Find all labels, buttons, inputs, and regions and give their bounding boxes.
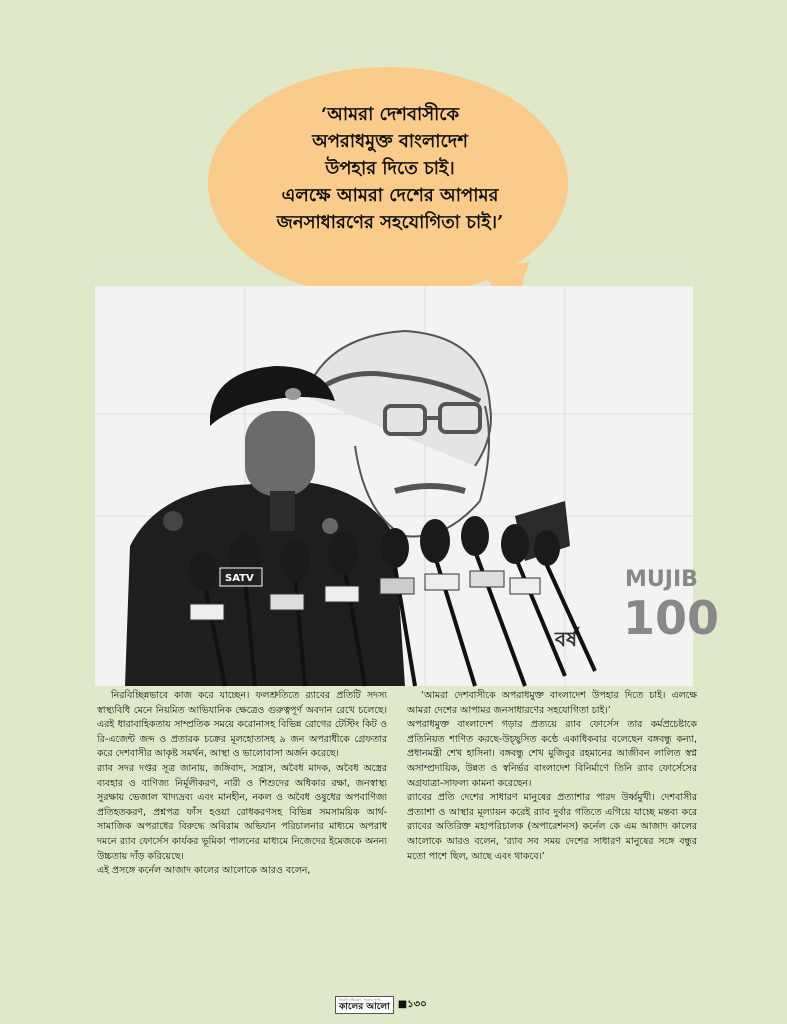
bubble-line: এলক্ষে আমরা দেশের আপামর — [281, 185, 499, 206]
paragraph: এই প্রসঙ্গে কর্নেল আজাদ কালের আলোকে আরও বলেন, — [97, 865, 311, 877]
bubble-line: অপরাধমুক্ত বাংলাদেশ — [312, 131, 468, 152]
backdrop-bangla: বর্ষ — [555, 627, 578, 651]
bubble-line: উপহার দিতে চাই। — [325, 158, 455, 179]
article-column-right — [407, 689, 697, 947]
page-number: ■১৩০ — [397, 998, 427, 1010]
page-footer — [335, 996, 455, 1014]
bubble-line: জনসাধারণের সহযোগিতা চাই।’ — [276, 212, 504, 233]
masthead-tagline: নির্মোহ দৃষ্টিকোণ, সত্যের পক্ষে — [339, 998, 381, 1002]
press-conference-photo — [95, 286, 720, 686]
bubble-line: ‘আমরা দেশবাসীকে — [320, 104, 460, 125]
masthead-logo — [335, 996, 394, 1014]
paragraph: নিরবিচ্ছিন্নভাবে কাজ করে যাচ্ছেন। ফলশ্রুতিতে র‌্যাবের প্রতিটি সদস্য স্বাস্থ্যবিধি মেনে নিয়মিত আভিযানিক ক্ষেত্রেও গুরুত্বপূর্ণ অবদান রেখে চলেছে। এরই ধারাবাহিকতায় সাম্প্রতিক সময়ে করোনাসহ বিভিন্ন রোগের টেস্টিং কিট ও রি-এজেন্ট জব্দ ও প্রতারক চক্রের মূলহোতাসহ ৯ জন অপরাধীকে গ্রেফতার করে দেশবাসীর আকৃষ্ট সমর্থন, আস্থা ও ভালোবাসা অর্জন করেছে। — [97, 690, 387, 760]
backdrop-mujib: MUJIB — [625, 567, 698, 592]
photo-illustration — [95, 286, 720, 686]
article-body — [97, 689, 697, 947]
backdrop-100: 100 — [623, 591, 720, 645]
paragraph: র‌্যাব সদর দপ্তর সূত্র জানায়, জঙ্গিবাদ, সন্ত্রাস, অবৈধ মাদক, অবৈধ অস্ত্রের ব্যবহার ও বাণিজ্য নির্মূলীকরণ, নারী ও শিশুদের অধিকার রক্ষা, জনস্বাস্থ্য সুরক্ষায় ভেজাল খাদ্যদ্রব্য এবং মানহীন, নকল ও অবৈধ ওষুধের অপবাণিজ্য প্রতিহতকরণ, প্রশ্নপত্র ফাঁস হওয়া রোধকরণসহ বিভিন্ন সমসাময়িক আর্থ-সামাজিক অপরাধের বিরুদ্ধে অবিরাম অভিযান পরিচালনার মাধ্যমে অপরাধ দমনে র‌্যাব ফোর্সেস কার্যকর ভূমিকা পালনের মাধ্যমে নিজেদের ইমেজকে অনন্য উচ্চতায় দাঁড় করিয়েছে। — [97, 762, 387, 862]
paragraph: অপরাধমুক্ত বাংলাদেশ গড়ার প্রত্যয়ে র‌্যাব ফোর্সেস তার কর্মপ্রচেষ্টাকে প্রতিনিয়ত শাণিত করছে-উচ্ছ্বসিত কণ্ঠে একাধিকবার বলেছেন বঙ্গবন্ধু কন্যা, প্রধানমন্ত্রী শেখ হাসিনা। বঙ্গবন্ধু শেখ মুজিবুর রহমানের আজীবন লালিত স্বপ্ন অসাম্প্রদায়িক, উন্নত ও স্বনির্ভর বাংলাদেশ বিনির্মাণে তিনি র‌্যাব ফোর্সেসের অগ্রযাত্রা-সাফল্য কামনা করেছেন। — [407, 719, 697, 789]
bubble-quote — [225, 101, 555, 236]
article-column-left — [97, 689, 387, 947]
paragraph: র‌্যাবের প্রতি দেশের সাধারণ মানুষের প্রত্যাশার পারদ উর্ধ্বমুখী। দেশবাসীর প্রত্যাশা ও আস্থার মূল্যায়ন করেই র‌্যাব দুর্বার গতিতে এগিয়ে যাচ্ছে মন্তব্য করে র‌্যাবের অতিরিক্ত মহাপরিচালক (অপারেশনস) কর্নেল কে এম আজাদ কালের আলোকে আরও বলেন, ‘র‌্যাব সব সময় দেশের সাধারণ মানুষের সঙ্গে বন্ধুর মতো পাশে ছিল, আছে এবং থাকবে।’ — [407, 792, 697, 862]
mic-label-satv: SATV — [225, 573, 254, 584]
paragraph: ‘আমরা দেশবাসীকে অপরাধমুক্ত বাংলাদেশ উপহার দিতে চাই। এলক্ষে আমরা দেশের আপামর জনসাধারণের সহযোগিতা চাই।’ — [407, 690, 697, 716]
masthead-name: কালের আলো — [339, 1002, 390, 1012]
